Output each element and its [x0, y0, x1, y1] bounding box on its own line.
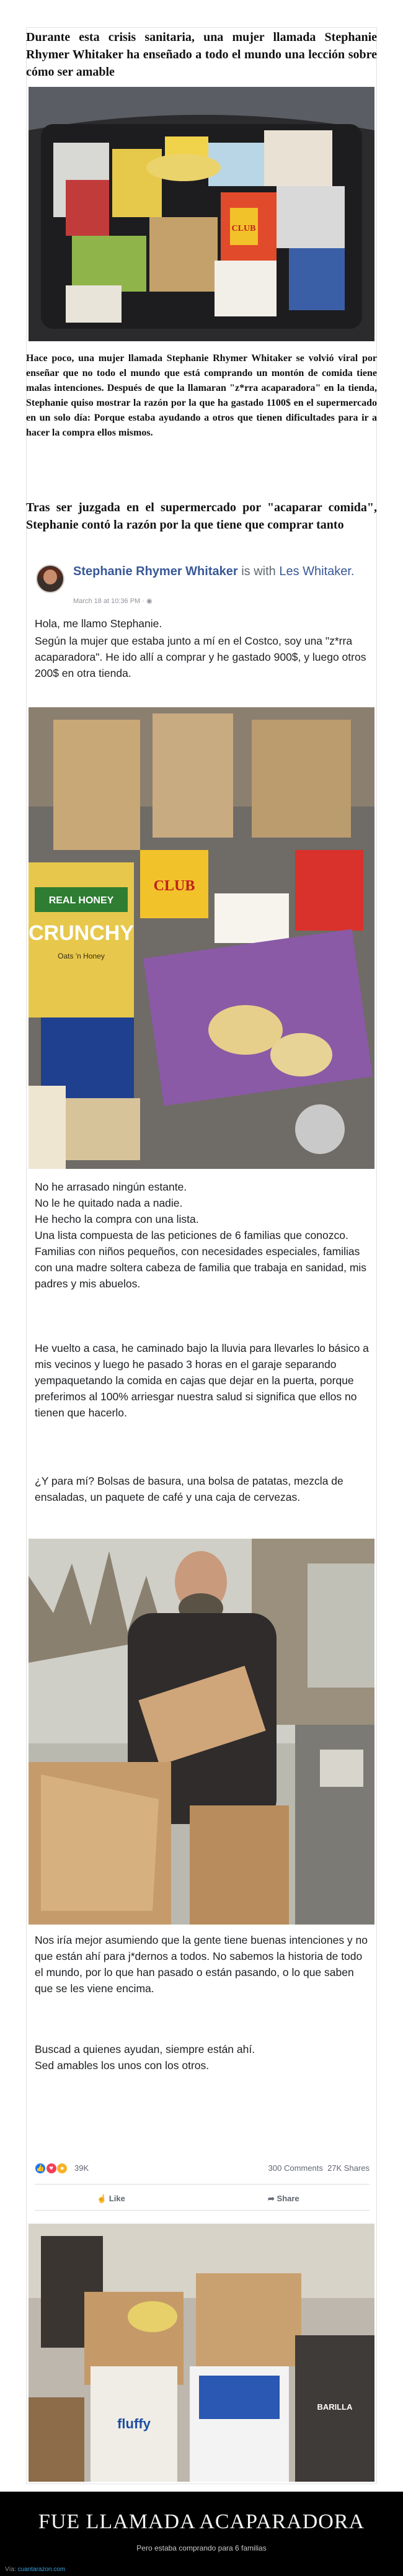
- post-neighbors-text: He vuelto a casa, he caminado bajo la lluvia para llevarles lo básico a mis vecinos y luego he pasado 3 horas en el garaje separando yempaquetando la comida en cajas que dejar en la puerta, porque preferimos al 100% arriesgar nuestra salud si significa que ellos no tienen que hacerlo.: [35, 1342, 369, 1419]
- share-button[interactable]: [268, 2194, 299, 2204]
- post-line-3: He hecho la compra con una lista.: [35, 1213, 199, 1225]
- post-body-forme: [35, 1473, 370, 1505]
- post-signoff-2: Sed amables los unos con los otros.: [35, 2059, 210, 2072]
- with-text: is with: [241, 565, 276, 578]
- reactions-bar: [35, 2159, 370, 2178]
- thumbs-up-icon: ☝: [97, 2194, 107, 2203]
- post-header: [29, 556, 374, 612]
- post-line-1: No he arrasado ningún estante.: [35, 1181, 187, 1193]
- post-body-list: [35, 1179, 370, 1292]
- post-date: March 18 at 10:36 PM ·: [73, 597, 144, 605]
- post-costco-text: Según la mujer que estaba junto a mí en el Costco, soy una "z*rra acaparadora". He ido allí a comprar y he gastado 900$, y luego otros 200$ en otra tienda.: [35, 635, 366, 679]
- box-brand-label: BARILLA: [317, 2402, 353, 2412]
- source-credit: [5, 2566, 65, 2573]
- share-arrow-icon: ➦: [268, 2194, 275, 2203]
- actions-divider: [35, 2210, 370, 2211]
- club-label-2: CLUB: [153, 878, 195, 894]
- like-label: Like: [108, 2194, 125, 2203]
- banner-subtitle: Pero estaba comprando para 6 familias: [136, 2544, 267, 2552]
- like-reaction-icon: 👍: [35, 2163, 46, 2174]
- post-body-neighbors: [35, 1340, 370, 1421]
- photo-car-trunk: [29, 87, 374, 341]
- comments-shares: [268, 2163, 370, 2173]
- photo-groceries-floor: [29, 707, 374, 1169]
- post-timestamp[interactable]: [73, 597, 153, 605]
- post-body-closing: [35, 1932, 370, 1997]
- cereal-brand-label: REAL HONEY: [48, 895, 114, 906]
- club-label-1: CLUB: [231, 224, 256, 233]
- share-label: Share: [277, 2194, 299, 2203]
- shares-count[interactable]: 27K Shares: [327, 2163, 370, 2173]
- lead-paragraph: Tras ser juzgada en el supermercado por "acaparar comida", Stephanie contó la razón por la que tiene que comprar tanto: [26, 501, 377, 532]
- photo-delivery-boxes: [29, 2224, 374, 2482]
- tagged-user-link[interactable]: Les Whitaker.: [279, 565, 355, 578]
- source-link[interactable]: cuantarazon.com: [17, 2566, 66, 2573]
- post-author-line: [73, 563, 355, 579]
- intro-paragraph: Durante esta crisis sanitaria, una mujer llamada Stephanie Rhymer Whitaker ha enseñado a todo el mundo una lección sobre cómo ser amable: [26, 30, 377, 79]
- reaction-icons[interactable]: [35, 2163, 65, 2174]
- wow-reaction-icon: ●: [56, 2163, 68, 2174]
- post-signoff-1: Buscad a quienes ayudan, siempre están ahí.: [35, 2043, 255, 2055]
- post-body-intro: [35, 615, 370, 681]
- like-button[interactable]: [97, 2194, 125, 2204]
- source-prefix: Vía:: [5, 2566, 16, 2573]
- reactions-divider: [35, 2184, 370, 2185]
- cereal-sub-label: Oats 'n Honey: [58, 952, 105, 960]
- post-actions: [35, 2188, 370, 2212]
- post-line-4: Una lista compuesta de las peticiones de 6 familias que conozco. Familias con niños pequeños, con necesidades especiales, familias con una madre soltera cabeza de familia que trabaja en sanidad, mis padres y mis abuelos.: [35, 1229, 367, 1290]
- post-closing-text: Nos iría mejor asumiendo que la gente tiene buenas intenciones y no que están ahí para j*dernos a todos. No sabemos la historia de todo el mundo, por lo que han pasado o están pasando, o lo que saben que se les viene encima.: [35, 1934, 368, 1995]
- photo-man-with-box: [29, 1539, 374, 1925]
- love-reaction-icon: ♥: [46, 2163, 57, 2174]
- story-paragraph: Hace poco, una mujer llamada Stephanie Rhymer Whitaker se volvió viral por enseñar que no todo el mundo que está comprando un montón de comida tiene malas intenciones. Después de que la llamaran "z*rra acaparadora" en la tienda, Stephanie quiso mostrar la razón por la que ha gastado 1100$ en el supermercado en un solo día: Porque estaba ayudando a otros que tienen dificultades para ir a hacer la compra ellos mismos.: [26, 353, 377, 438]
- towel-brand-label: fluffy: [117, 2416, 151, 2431]
- reactions-count[interactable]: 39K: [74, 2163, 89, 2173]
- banner-title: FUE LLAMADA ACAPARADORA: [38, 2510, 365, 2533]
- comments-count[interactable]: 300 Comments: [268, 2163, 323, 2173]
- cereal-name-label: CRUNCHY: [29, 921, 134, 945]
- post-body-signoff: [35, 2041, 370, 2073]
- globe-icon: ◉: [146, 597, 153, 605]
- post-line-2: No le he quitado nada a nadie.: [35, 1197, 183, 1209]
- author-avatar[interactable]: [36, 565, 64, 593]
- title-banner: [0, 2492, 403, 2576]
- author-name-link[interactable]: Stephanie Rhymer Whitaker: [73, 565, 238, 578]
- post-forme-text: ¿Y para mí? Bolsas de basura, una bolsa de patatas, mezcla de ensaladas, un paquete de café y una caja de cervezas.: [35, 1475, 343, 1503]
- post-greeting: Hola, me llamo Stephanie.: [35, 617, 162, 630]
